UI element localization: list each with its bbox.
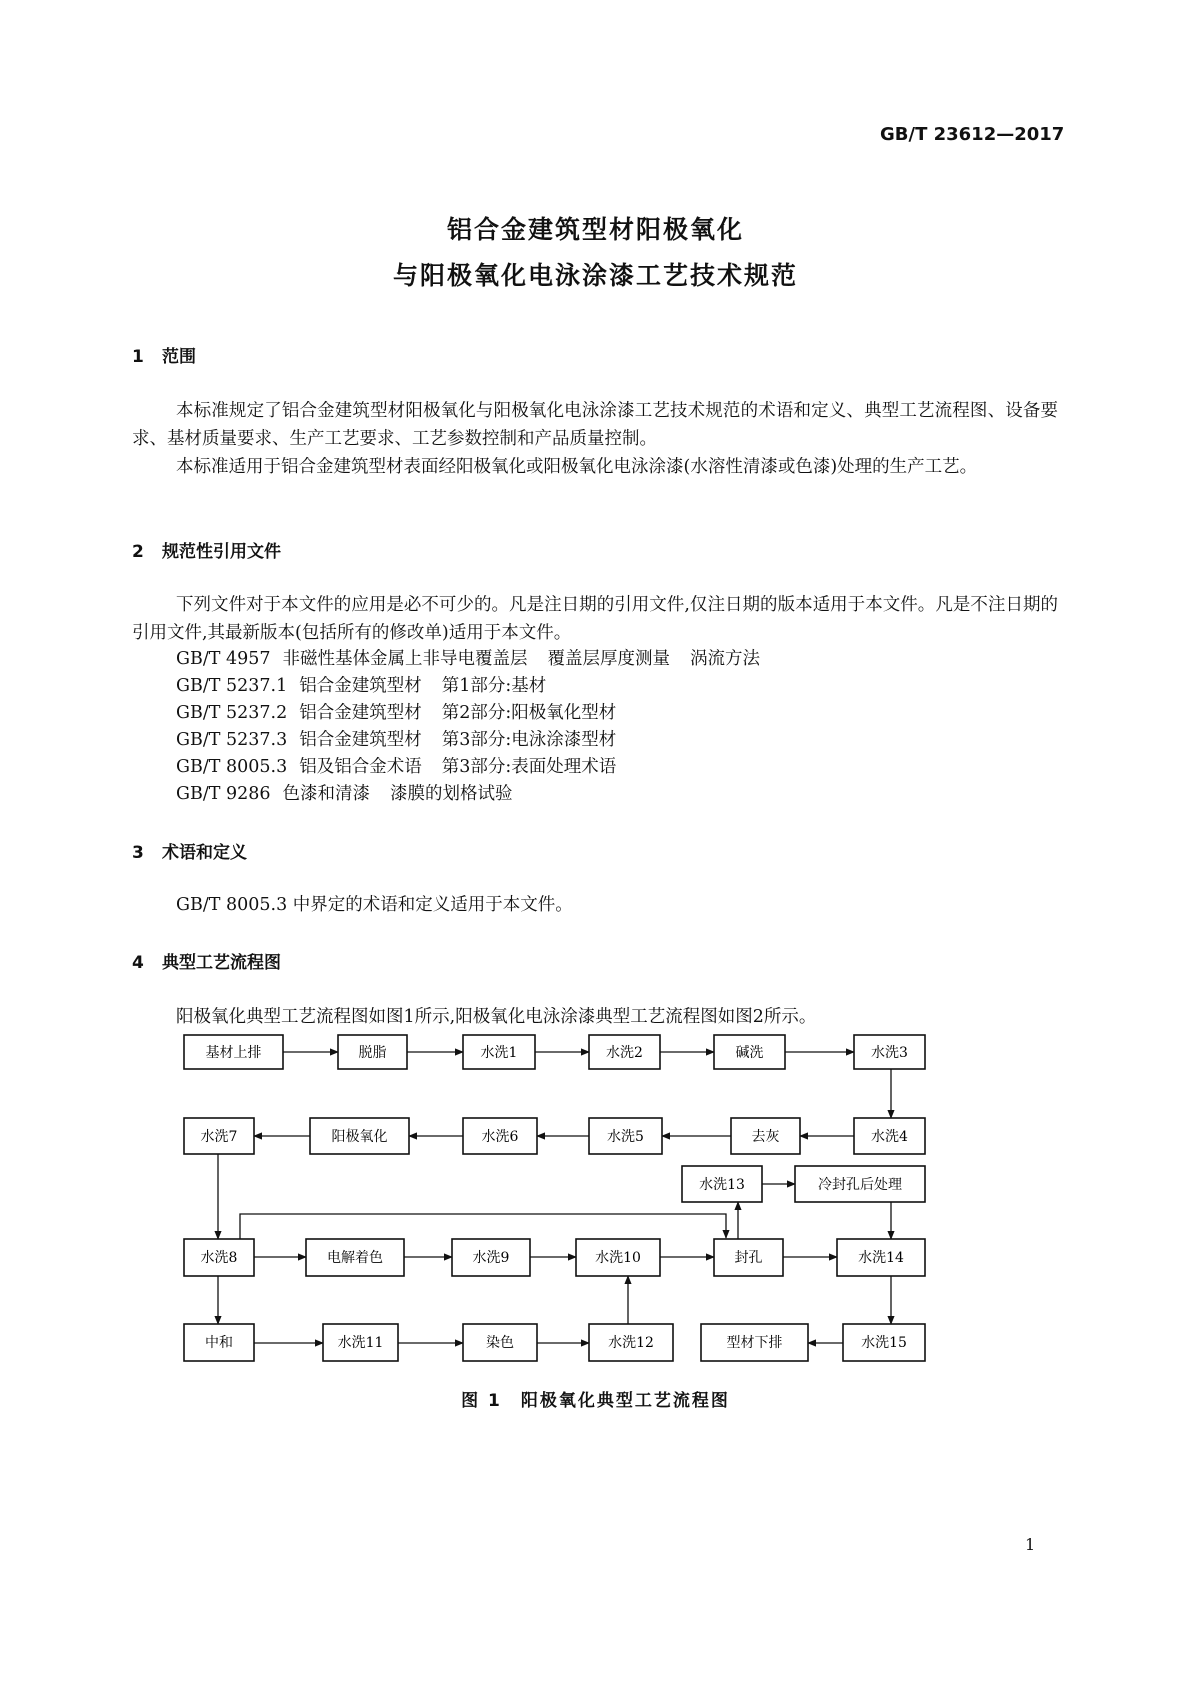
- process-step-box: [854, 1118, 925, 1154]
- process-step-label: 碱洗: [735, 1045, 764, 1061]
- process-step-label: 电解着色: [327, 1250, 383, 1266]
- section-title: 术语和定义: [162, 843, 247, 863]
- reference-title-part: 色漆和清漆: [282, 784, 371, 804]
- reference-code: GB/T 9286: [176, 784, 271, 804]
- process-step-box: [184, 1239, 254, 1276]
- process-step-label: 水洗10: [595, 1250, 641, 1266]
- process-step-label: 阳极氧化: [331, 1129, 388, 1145]
- process-step-box: [714, 1239, 783, 1276]
- reference-title-part: 第2部分:阳极氧化型材: [441, 703, 617, 723]
- process-step-box: [463, 1035, 535, 1069]
- process-step-box: [310, 1118, 409, 1154]
- process-step-box: [184, 1118, 254, 1154]
- process-step-label: 水洗14: [858, 1250, 904, 1266]
- process-step-label: 型材下排: [726, 1335, 783, 1351]
- process-step-box: [589, 1035, 660, 1069]
- process-step-label: 水洗15: [861, 1335, 907, 1351]
- process-step-label: 水洗8: [200, 1250, 238, 1266]
- process-step-box: [682, 1166, 762, 1202]
- process-step-box: [795, 1166, 925, 1202]
- section-number: 2: [132, 542, 144, 562]
- process-step-label: 水洗6: [481, 1129, 519, 1145]
- process-step-box: [843, 1324, 925, 1361]
- document-title-line-2: 与阳极氧化电泳涂漆工艺技术规范: [392, 261, 798, 290]
- process-step-label: 水洗5: [607, 1129, 644, 1145]
- section-1-paragraph-1: 本标准规定了铝合金建筑型材阳极氧化与阳极氧化电泳涂漆工艺技术规范的术语和定义、典型工艺流程图、设备要求、基材质量要求、生产工艺要求、工艺参数控制和产品质量控制。: [132, 401, 1058, 449]
- section-title: 规范性引用文件: [162, 542, 281, 562]
- process-step-box: [338, 1035, 407, 1069]
- process-step-label: 封孔: [734, 1250, 763, 1266]
- process-step-box: [576, 1239, 660, 1276]
- process-step-box: [463, 1324, 537, 1361]
- process-step-label: 中和: [205, 1335, 233, 1351]
- section-3-paragraph: GB/T 8005.3 中界定的术语和定义适用于本文件。: [176, 895, 573, 915]
- reference-code: GB/T 8005.3: [176, 757, 288, 777]
- standard-code: GB/T 23612—2017: [880, 124, 1065, 145]
- process-step-box: [184, 1324, 254, 1361]
- process-step-label: 水洗9: [472, 1250, 510, 1266]
- process-step-label: 水洗3: [871, 1045, 908, 1061]
- reference-title-part: 铝及铝合金术语: [299, 757, 422, 777]
- reference-title-part: 第3部分:电泳涂漆型材: [441, 730, 617, 750]
- section-2-intro: 下列文件对于本文件的应用是必不可少的。凡是注日期的引用文件,仅注日期的版本适用于本文件。凡是不注日期的引用文件,其最新版本(包括所有的修改单)适用于本文件。: [132, 595, 1058, 643]
- reference-title-part: 涡流方法: [690, 649, 761, 669]
- bypass-arrow: [240, 1214, 726, 1239]
- section-4-paragraph: 阳极氧化典型工艺流程图如图1所示,阳极氧化电泳涂漆典型工艺流程图如图2所示。: [176, 1007, 817, 1027]
- reference-title-part: 铝合金建筑型材: [299, 676, 422, 696]
- section-1-paragraph-2: 本标准适用于铝合金建筑型材表面经阳极氧化或阳极氧化电泳涂漆(水溶性清漆或色漆)处理的生产工艺。: [176, 457, 978, 477]
- reference-title-part: 铝合金建筑型材: [299, 730, 422, 750]
- process-step-box: [452, 1239, 530, 1276]
- process-step-box: [463, 1118, 537, 1154]
- reference-title-part: 覆盖层厚度测量: [547, 649, 671, 669]
- process-step-label: 水洗12: [608, 1335, 654, 1351]
- reference-title-part: 第3部分:表面处理术语: [441, 757, 617, 777]
- reference-title-part: 漆膜的划格试验: [390, 784, 513, 804]
- section-number: 1: [132, 347, 144, 367]
- process-step-label: 水洗2: [606, 1045, 643, 1061]
- process-step-label: 水洗4: [871, 1129, 908, 1145]
- reference-code: GB/T 4957: [176, 649, 271, 669]
- reference-code: GB/T 5237.1: [176, 676, 288, 696]
- reference-code: GB/T 5237.2: [176, 703, 288, 723]
- reference-title-part: 非磁性基体金属上非导电覆盖层: [282, 649, 528, 669]
- section-title: 范围: [162, 347, 196, 367]
- process-step-box: [589, 1324, 673, 1361]
- process-step-label: 水洗1: [480, 1045, 518, 1061]
- process-step-label: 水洗7: [200, 1129, 238, 1145]
- reference-title-part: 铝合金建筑型材: [299, 703, 422, 723]
- reference-title-part: 第1部分:基材: [441, 676, 547, 696]
- process-step-label: 水洗13: [699, 1177, 745, 1193]
- process-step-box: [714, 1035, 785, 1069]
- process-step-box: [837, 1239, 925, 1276]
- page-number: 1: [1025, 1535, 1036, 1554]
- process-step-box: [731, 1118, 800, 1154]
- document-title-line-1: 铝合金建筑型材阳极氧化: [446, 215, 744, 244]
- figure-caption: 图 1 阳极氧化典型工艺流程图: [461, 1391, 730, 1411]
- process-step-label: 脱脂: [358, 1045, 387, 1061]
- process-step-label: 水洗11: [337, 1335, 384, 1351]
- section-number: 3: [132, 843, 144, 863]
- process-step-label: 冷封孔后处理: [818, 1177, 902, 1193]
- section-title: 典型工艺流程图: [162, 953, 281, 973]
- process-step-box: [306, 1239, 404, 1276]
- section-number: 4: [132, 953, 144, 973]
- process-step-box: [323, 1324, 398, 1361]
- process-step-label: 去灰: [751, 1129, 780, 1145]
- process-step-label: 基材上排: [205, 1045, 262, 1061]
- process-step-box: [701, 1324, 808, 1361]
- process-step-label: 染色: [486, 1335, 514, 1351]
- reference-code: GB/T 5237.3: [176, 730, 288, 750]
- process-step-box: [854, 1035, 925, 1069]
- process-step-box: [589, 1118, 662, 1154]
- process-step-box: [184, 1035, 283, 1069]
